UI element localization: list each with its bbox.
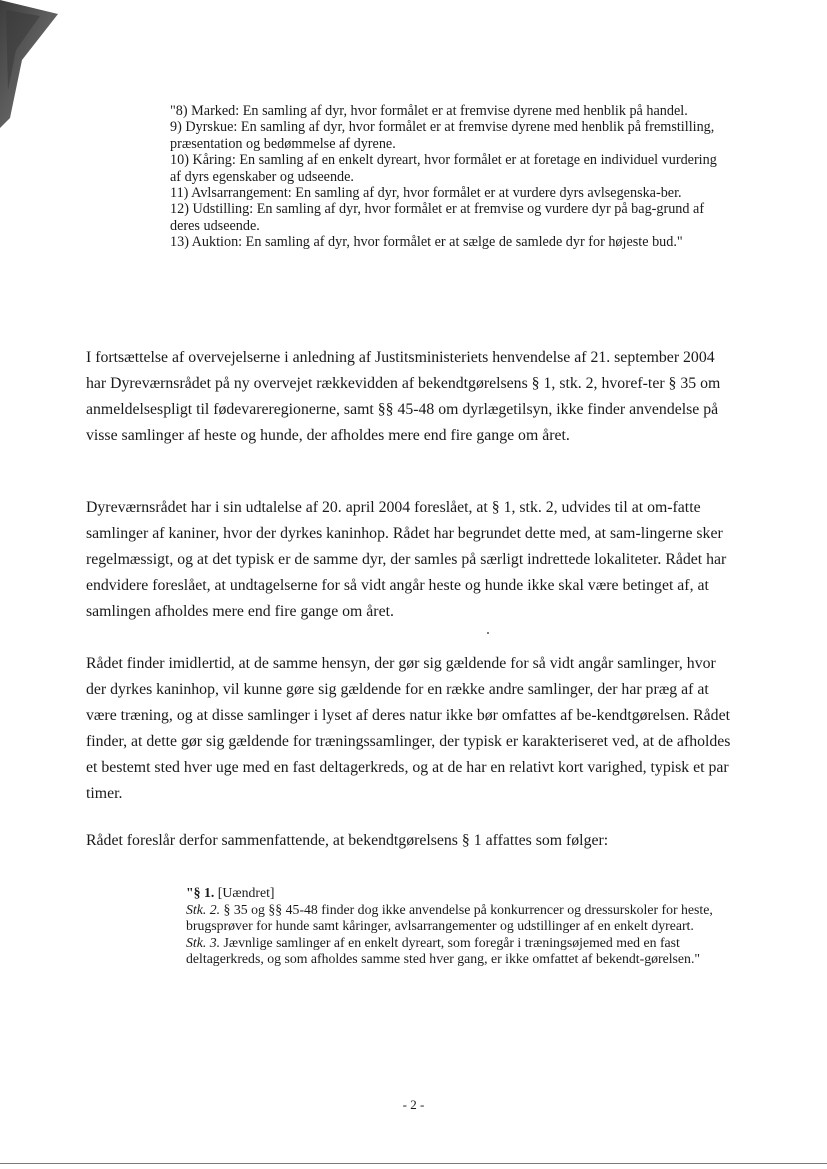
section-status: [Uændret] [214, 885, 275, 900]
definition-item: 12) Udstilling: En samling af dyr, hvor formålet er at fremvise og vurdere dyr på bag-grund af deres udseende. [170, 201, 705, 234]
scan-artifact-corner [0, 0, 70, 140]
section-number: "§ 1. [186, 885, 215, 900]
body-paragraph [86, 495, 736, 625]
stk-2-label: Stk. 2. [186, 901, 221, 917]
definition-item: "8) Marked: En samling af dyr, hvor formålet er at fremvise dyrene med henblik på handel. [170, 103, 688, 119]
definition-item: 9) Dyrskue: En samling af dyr, hvor formålet er at fremvise dyrene med henblik på fremstilling, præsentation og bedømmelse af dyrene. [170, 119, 715, 152]
definition-item: 11) Avlsarrangement: En samling af dyr, hvor formålet er at vurdere dyrs avlsegenska-ber. [170, 185, 682, 202]
paragraph-text: Rådet finder imidlertid, at de samme hensyn, der gør sig gældende for så vidt angår samlinger, hvor der dyrkes kaninhop, vil kunne gøre sig gældende for en række andre samlinger, der har præg af at være træning, og at disse samlinger i lyset af deres natur ikke bør omfattes af be-kendtgørelsen. Rådet finder, at dette gør sig gældende for træningssamlinger, der typisk er karakteriseret ved, at de afholdes et bestemt sted hver uge med en fast deltagerkreds, og at de har en relativt kort varighed, typisk et par timer. [86, 655, 731, 802]
scan-speck [487, 632, 489, 634]
proposed-provision [186, 885, 736, 968]
stk-2-text: § 35 og §§ 45-48 finder dog ikke anvendelse på konkurrencer og dressurskoler for heste, brugsprøver for hunde samt kåringer, avlsarrangementer og udstillinger af en enkelt dyreart. [186, 901, 713, 934]
stk-3-label: Stk. 3. [186, 934, 221, 950]
definition-item: 13) Auktion: En samling af dyr, hvor formålet er at sælge de samlede dyr for højeste bud." [170, 234, 683, 251]
stk-2 [186, 902, 736, 935]
paragraph-text: Rådet foreslår derfor sammenfattende, at bekendtgørelsens § 1 affattes som følger: [86, 832, 609, 849]
section-heading [186, 885, 736, 902]
scan-bottom-edge [0, 1163, 827, 1164]
paragraph-text: Dyreværnsrådet har i sin udtalelse af 20. april 2004 foreslået, at § 1, stk. 2, udvides til at om-fatte samlinger af kaniner, hvor der dyrkes kaninhop. Rådet har begrundet dette med, at sam-lingerne sker regelmæssigt, og at det typisk er de samme dyr, der samles på særligt indrettede lokaliteter. Rådet har endvidere foreslået, at undtagelserne for så vidt angår heste og hunde ikke skal være betinget af, at samlingen afholdes mere end fire gange om året. [86, 499, 727, 620]
stk-3 [186, 935, 736, 968]
body-paragraph [86, 828, 736, 854]
stk-3-text: Jævnlige samlinger af en enkelt dyreart, som foregår i træningsøjemed med en fast deltagerkreds, og som afholdes samme sted hver gang, er ikke omfattet af bekendt-gørelsen." [186, 934, 701, 967]
body-paragraph [86, 345, 736, 449]
definition-item: 10) Kåring: En samling af en enkelt dyreart, hvor formålet er at foretage en individuel vurdering af dyrs egenskaber og udseende. [170, 152, 717, 185]
paragraph-text: I fortsættelse af overvejelserne i anledning af Justitsministeriets henvendelse af 21. september 2004 har Dyreværnsrådet på ny overvejet rækkevidden af bekendtgørelsens § 1, stk. 2, hvoref-ter § 35 om anmeldelsespligt til fødevareregionerne, samt §§ 45-48 om dyrlægetilsyn, ikke finder anvendelse på visse samlinger af heste og hunde, der afholdes mere end fire gange om året. [86, 349, 721, 444]
body-paragraph [86, 651, 736, 807]
quoted-definitions [170, 103, 730, 251]
page-number: - 2 - [402, 1097, 425, 1112]
